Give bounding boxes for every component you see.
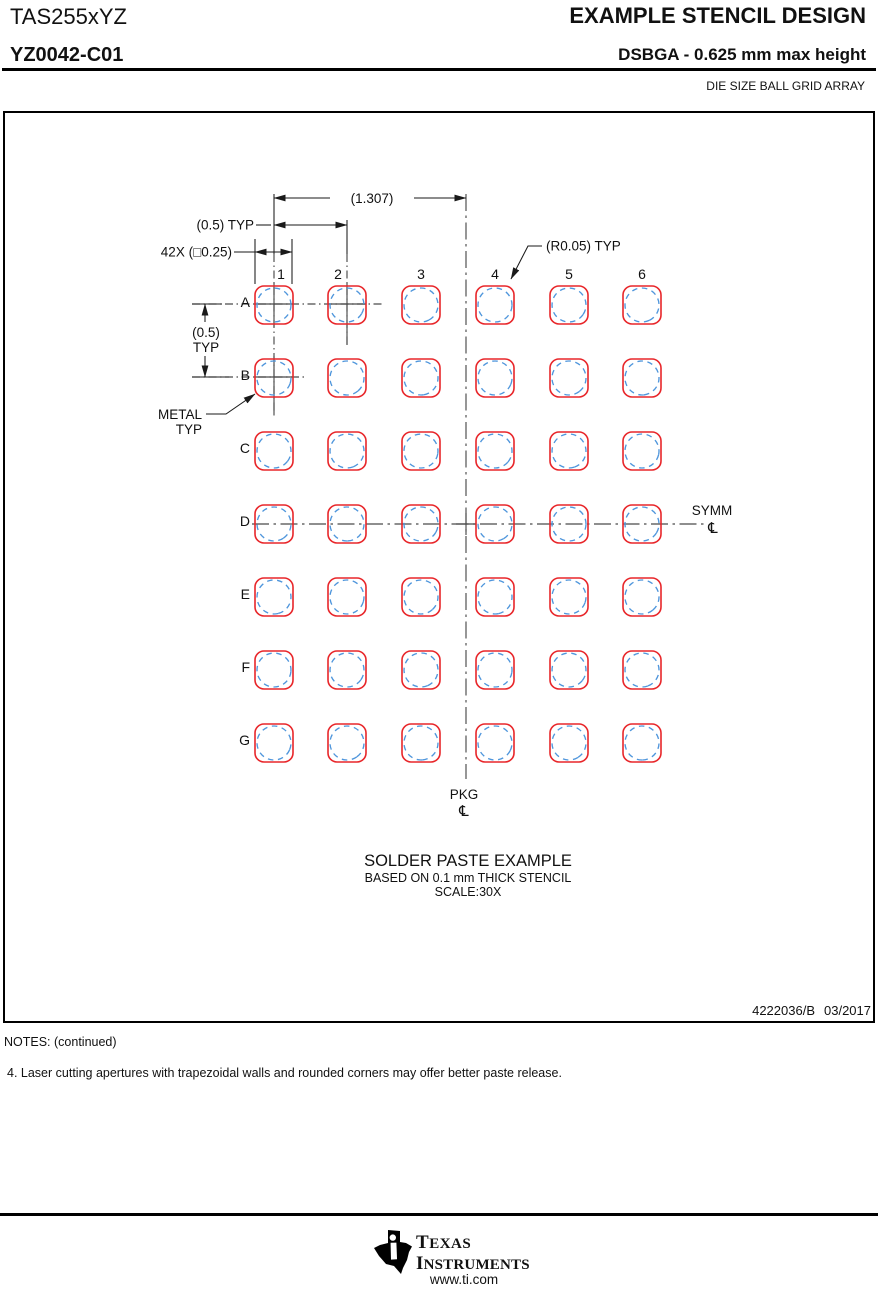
pad-aperture-outline	[476, 724, 514, 762]
pad-aperture-outline	[623, 286, 661, 324]
pad-aperture-outline	[550, 359, 588, 397]
column-label: 3	[417, 266, 425, 282]
pkg-centerline-icon: ℄	[459, 802, 469, 820]
notes-heading: NOTES: (continued)	[4, 1035, 117, 1049]
row-label: C	[239, 440, 250, 456]
pad-aperture-outline	[402, 651, 440, 689]
ti-wordmark	[416, 1233, 530, 1273]
pad-metal-circle	[476, 651, 514, 689]
symm-label: SYMM	[691, 503, 733, 518]
page-subtitle: DSBGA - 0.625 mm max height	[618, 45, 866, 64]
pad-aperture-outline	[623, 578, 661, 616]
pad-metal-circle	[401, 431, 440, 470]
pad-metal-circle	[402, 359, 441, 398]
row-label: F	[241, 659, 250, 675]
pad-aperture-outline	[255, 432, 293, 470]
pad-aperture-outline	[402, 359, 440, 397]
pad-metal-circle	[623, 359, 660, 396]
row-label: A	[240, 294, 250, 310]
pad-metal-circle	[399, 648, 444, 693]
pad-metal-circle	[625, 726, 660, 761]
symm-centerline-icon: ℄	[708, 519, 718, 537]
pad-metal-circle	[477, 287, 513, 323]
pad-metal-circle	[547, 575, 591, 619]
pad-aperture-outline	[623, 359, 661, 397]
pad-aperture-outline	[550, 651, 588, 689]
row-label: D	[239, 513, 250, 529]
pad-metal-circle	[253, 576, 294, 617]
column-label: 4	[491, 266, 499, 282]
pad-aperture-outline	[328, 724, 366, 762]
pad-aperture-outline	[550, 578, 588, 616]
metal-label-line2: TYP	[175, 422, 202, 437]
drawing-frame	[3, 111, 875, 1023]
pad-aperture-outline	[328, 359, 366, 397]
header-rule	[2, 68, 876, 71]
pkg-label: PKG	[449, 787, 479, 802]
pad-metal-circle	[403, 725, 439, 761]
column-label: 1	[277, 266, 285, 282]
pad-aperture-outline	[550, 286, 588, 324]
pad-metal-circle	[252, 721, 297, 766]
pad-metal-circle	[256, 652, 293, 689]
pad-aperture-outline	[550, 432, 588, 470]
pad-metal-circle	[622, 431, 663, 472]
leader-r005	[511, 246, 542, 279]
dim-1307-label: (1.307)	[350, 191, 394, 206]
column-labels	[277, 266, 646, 282]
row-labels	[239, 294, 251, 748]
caption-scale: SCALE:30X	[434, 885, 502, 899]
dim-42x-label: 42X (□0.25)	[160, 244, 232, 260]
pad-aperture-outline	[328, 578, 366, 616]
row-label: E	[240, 586, 250, 602]
dim-05v-label-line2: TYP	[192, 340, 220, 355]
pad-aperture-outline	[328, 432, 366, 470]
ti-website-link[interactable]: www.ti.com	[429, 1272, 499, 1287]
pad-aperture-outline	[402, 724, 440, 762]
pad-aperture-outline	[328, 651, 366, 689]
pad-aperture-outline	[623, 432, 661, 470]
ti-wordmark-texas: TEXAS	[416, 1232, 472, 1253]
pad-aperture-outline	[550, 724, 588, 762]
pad-metal-circle	[325, 429, 369, 473]
pad-aperture-outline	[255, 651, 293, 689]
dim-05v-label-line1: (0.5)	[192, 325, 220, 340]
doc-date: 03/2017	[824, 1003, 871, 1018]
column-label: 2	[334, 266, 342, 282]
package-type: DIE SIZE BALL GRID ARRAY	[706, 79, 865, 93]
pad-metal-circle	[548, 430, 591, 473]
pad-aperture-outline	[476, 432, 514, 470]
caption-title: SOLDER PASTE EXAMPLE	[364, 852, 572, 870]
texas-state-icon	[374, 1229, 412, 1274]
caption-subtitle: BASED ON 0.1 mm THICK STENCIL	[364, 871, 572, 885]
column-label: 6	[638, 266, 646, 282]
pad-metal-circle	[620, 648, 664, 692]
dim-r005-label: (R0.05) TYP	[546, 238, 621, 254]
pad-metal-circle	[475, 577, 515, 617]
pad-metal-circle	[473, 356, 517, 400]
metal-label-line1: METAL	[157, 407, 202, 422]
pad-aperture-outline	[476, 359, 514, 397]
footer-rule	[0, 1213, 878, 1216]
pad-metal-circle	[326, 576, 368, 618]
pad-aperture-outline	[255, 724, 293, 762]
pad-aperture-outline	[255, 578, 293, 616]
page-title: EXAMPLE STENCIL DESIGN	[569, 3, 866, 28]
part-number: TAS255xYZ	[10, 4, 127, 29]
pad-aperture-outline	[402, 286, 440, 324]
pad-aperture-outline	[402, 578, 440, 616]
ti-logo	[374, 1227, 554, 1273]
note-item: 4. Laser cutting apertures with trapezoidal walls and rounded corners may offer better paste release.	[7, 1066, 562, 1080]
stencil-drawing	[5, 113, 873, 1021]
column-label: 5	[565, 266, 573, 282]
pad-aperture-outline	[623, 651, 661, 689]
pad-crosshairs	[192, 283, 476, 535]
pad-aperture-outline	[402, 432, 440, 470]
pad-aperture-outline	[476, 651, 514, 689]
doc-number: 4222036/B	[752, 1003, 815, 1018]
leader-metal	[206, 394, 255, 414]
pad-aperture-outline	[476, 578, 514, 616]
ti-wordmark-instruments: INSTRUMENTS	[416, 1253, 530, 1274]
pad-aperture-outline	[476, 286, 514, 324]
dim-05typ-label: (0.5) TYP	[196, 217, 254, 233]
row-label: B	[240, 367, 250, 383]
pad-aperture-outline	[623, 724, 661, 762]
row-label: G	[239, 732, 250, 748]
package-code: YZ0042-C01	[10, 44, 124, 66]
